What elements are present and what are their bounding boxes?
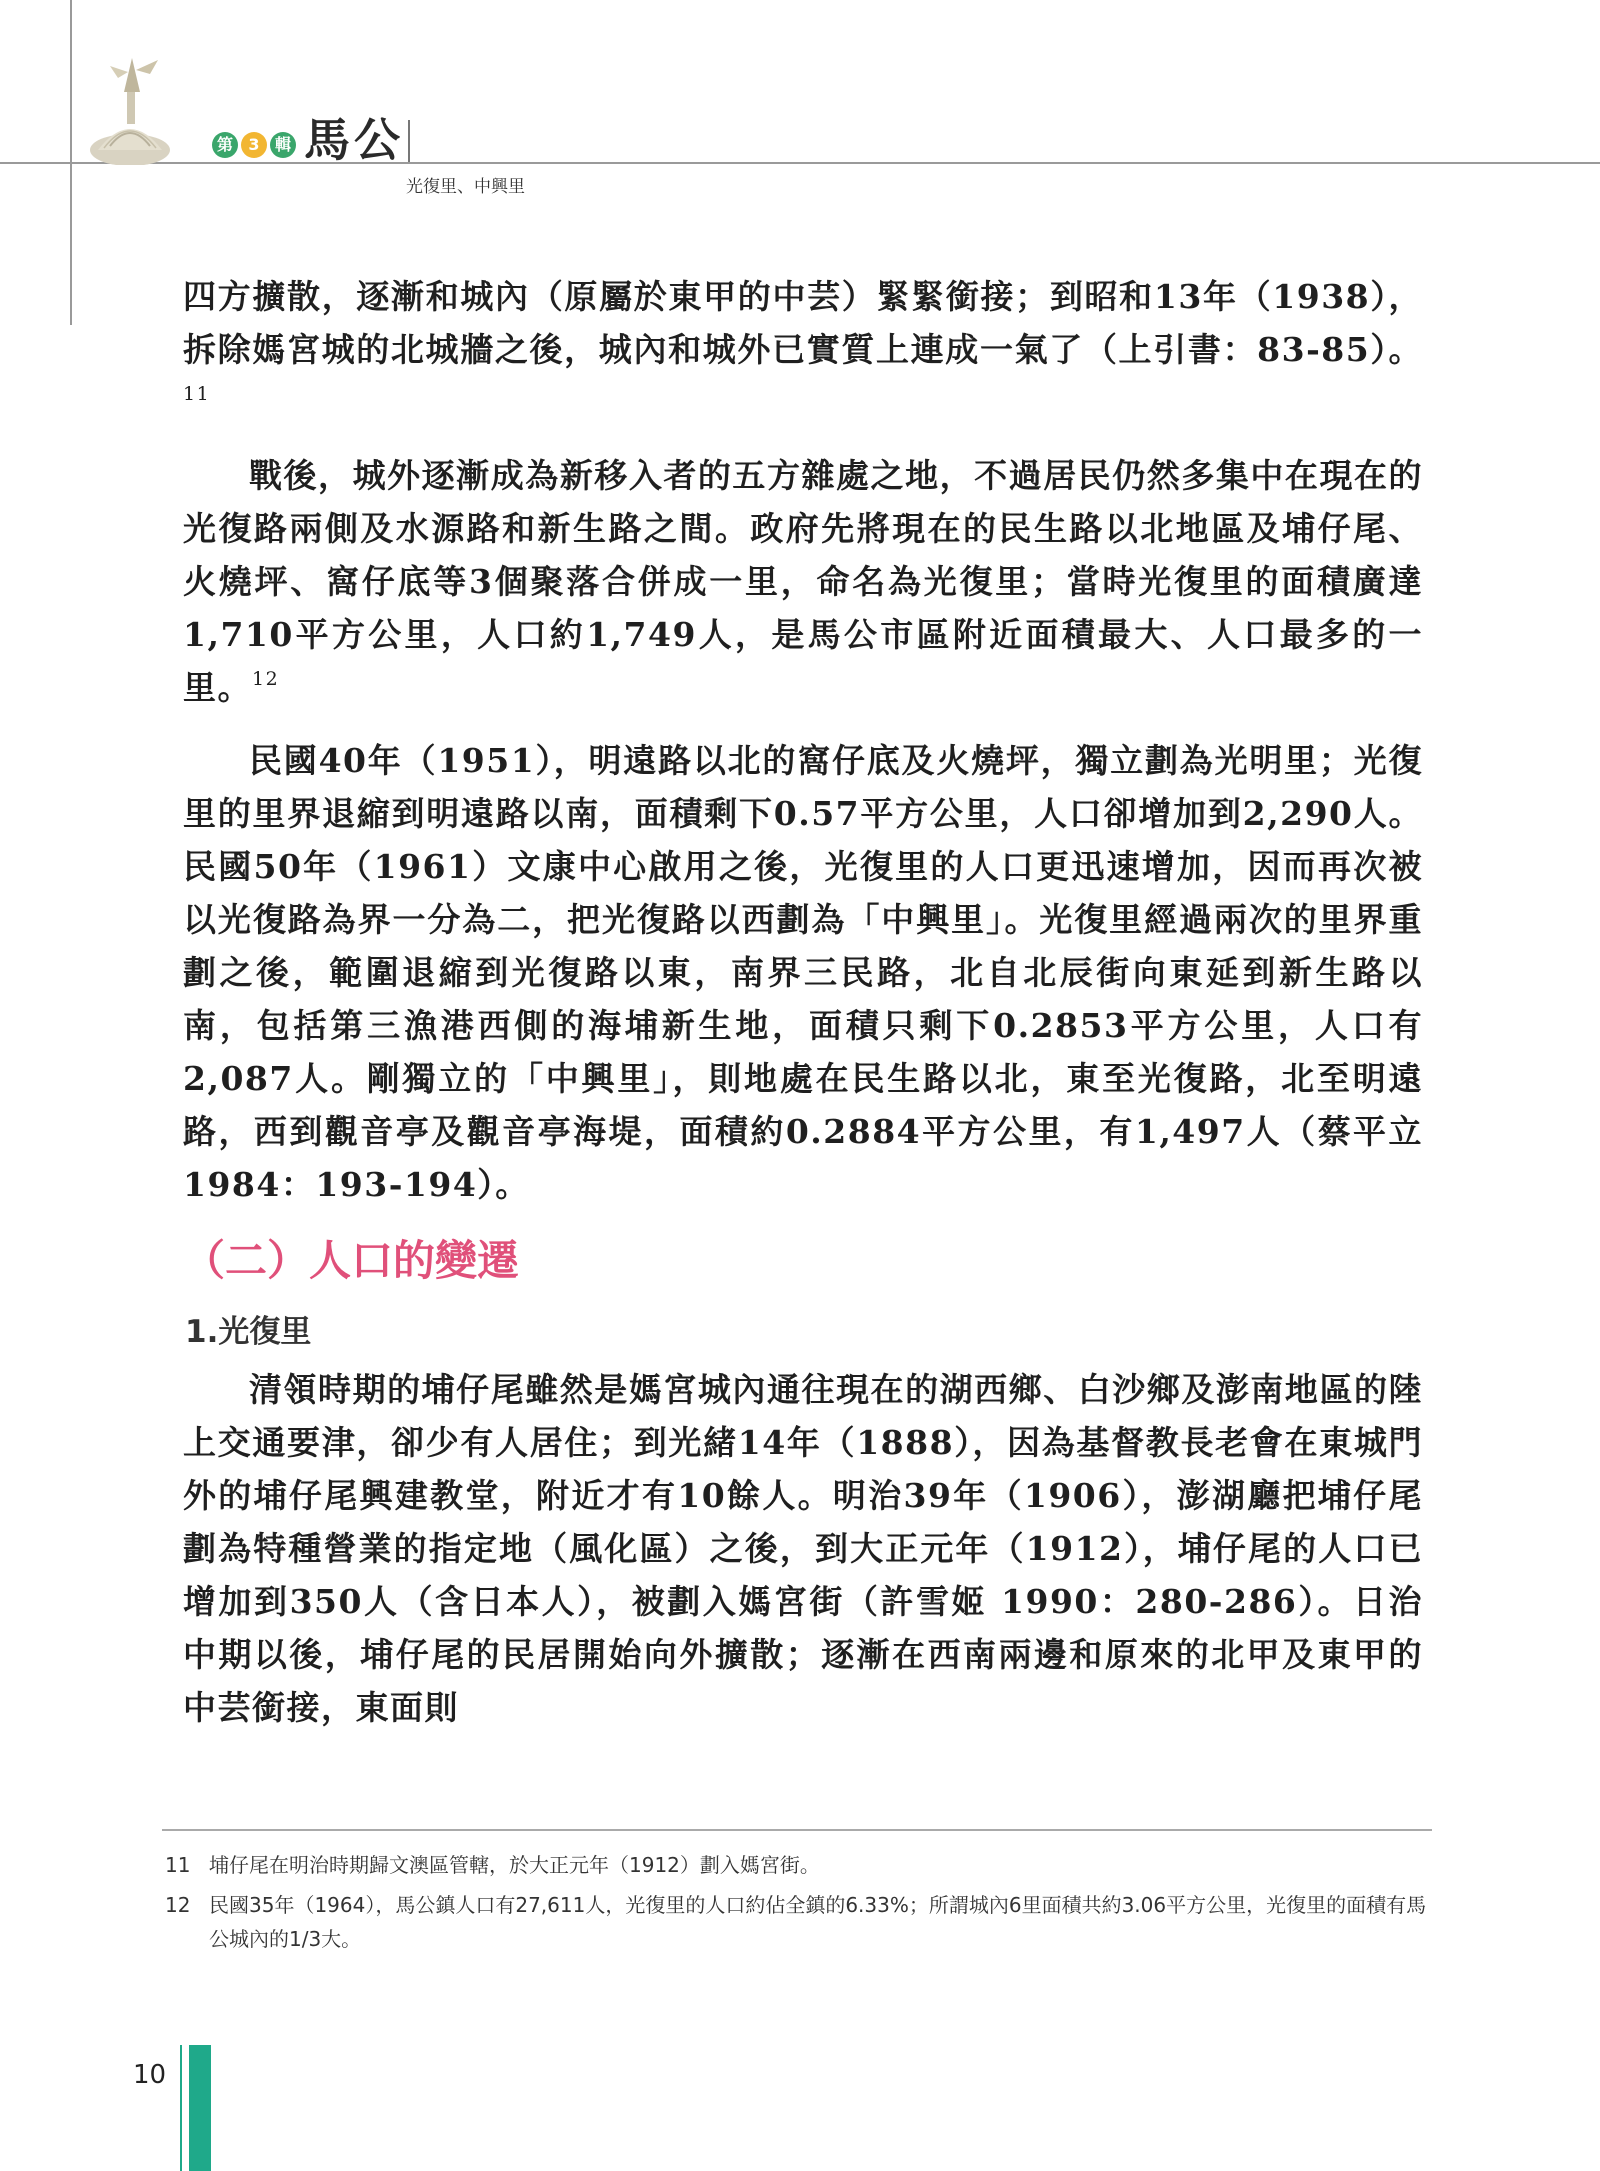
title-divider [408, 120, 410, 162]
paragraph-3 [183, 734, 1423, 1211]
footnote-11 [165, 1848, 1427, 1882]
page-accent-line [180, 2045, 182, 2171]
page-number: 10 [133, 2060, 167, 2090]
book-title: 馬公 [304, 113, 404, 167]
footnote-12 [165, 1888, 1427, 1956]
footnote-text: 埔仔尾在明治時期歸文澳區管轄，於大正元年（1912）劃入媽宮街。 [209, 1853, 820, 1877]
section-heading: （二）人口的變遷 [183, 1236, 520, 1285]
page-accent-bar [189, 2045, 211, 2171]
chapter-badge-number: 3 [241, 132, 267, 158]
footnote-ref-11[interactable]: 11 [183, 383, 211, 405]
paragraph-1-text: 四方擴散，逐漸和城內（原屬於東甲的中芸）緊緊銜接；到昭和13年（1938），拆除媽宮城的北城牆之後，城內和城外已實質上連成一氣了（上引書：83-85）。 [183, 277, 1423, 369]
page-header [0, 0, 1600, 200]
paragraph-4: 清領時期的埔仔尾雖然是媽宮城內通往現在的湖西鄉、白沙鄉及澎南地區的陸上交通要津，卻少有人居住；到光緒14年（1888），因為基督教長老會在東城門外的埔仔尾興建教堂，附近才有10餘人。明治39年（1906），澎湖廳把埔仔尾劃為特種營業的指定地（風化區）之後，到大正元年（1912），埔仔尾的人口已增加到350人（含日本人），被劃入媽宮街（許雪姬 1990：280-286）。日治中期以後，埔仔尾的民居開始向外擴散；逐漸在西南兩邊和原來的北甲及東甲的中芸銜接，東面則 [183, 1370, 1423, 1727]
footnote-divider [162, 1829, 1432, 1831]
footnote-number: 12 [165, 1893, 191, 1917]
sub-heading: 1.光復里 [185, 1314, 312, 1350]
main-content [183, 270, 1423, 1754]
header-horizontal-rule [0, 162, 1600, 164]
statue-icon [80, 50, 180, 165]
paragraph-1 [183, 270, 1423, 429]
footnote-ref-12[interactable]: 12 [252, 668, 280, 690]
footnotes [165, 1848, 1427, 1962]
chapter-badge-prefix: 第 [212, 132, 238, 158]
chapter-badge [212, 132, 296, 158]
paragraph-2 [183, 449, 1423, 714]
footnote-text: 民國35年（1964），馬公鎮人口有27,611人，光復里的人口約佔全鎮的6.33%；所謂城內6里面積共約3.06平方公里，光復里的面積有馬公城內的1/3大。 [209, 1893, 1427, 1951]
section-subtitle: 光復里、中興里 [406, 177, 525, 197]
paragraph-2-text: 戰後，城外逐漸成為新移入者的五方雜處之地，不過居民仍然多集中在現在的光復路兩側及水源路和新生路之間。政府先將現在的民生路以北地區及埔仔尾、火燒坪、窩仔底等3個聚落合併成一里，命名為光復里；當時光復里的面積廣達1,710平方公里，人口約1,749人，是馬公市區附近面積最大、人口最多的一里。 [183, 456, 1423, 707]
footnote-number: 11 [165, 1853, 191, 1877]
chapter-badge-suffix: 輯 [270, 132, 296, 158]
paragraph-3-text: 民國40年（1951），明遠路以北的窩仔底及火燒坪，獨立劃為光明里；光復里的里界退縮到明遠路以南，面積剩下0.57平方公里，人口卻增加到2,290人。民國50年（1961）文康中心啟用之後，光復里的人口更迅速增加，因而再次被以光復路為界一分為二，把光復路以西劃為「中興里」。光復里經過兩次的里界重劃之後，範圍退縮到光復路以東，南界三民路，北自北辰街向東延到新生路以南，包括第三漁港西側的海埔新生地，面積只剩下0.2853平方公里，人口有2,087人。剛獨立的「中興里」，則地處在民生路以北，東至光復路，北至明遠路，西到觀音亭及觀音亭海堤，面積約0.2884平方公里，有1,497人（蔡平立 1984：193-194）。 [183, 741, 1423, 1204]
